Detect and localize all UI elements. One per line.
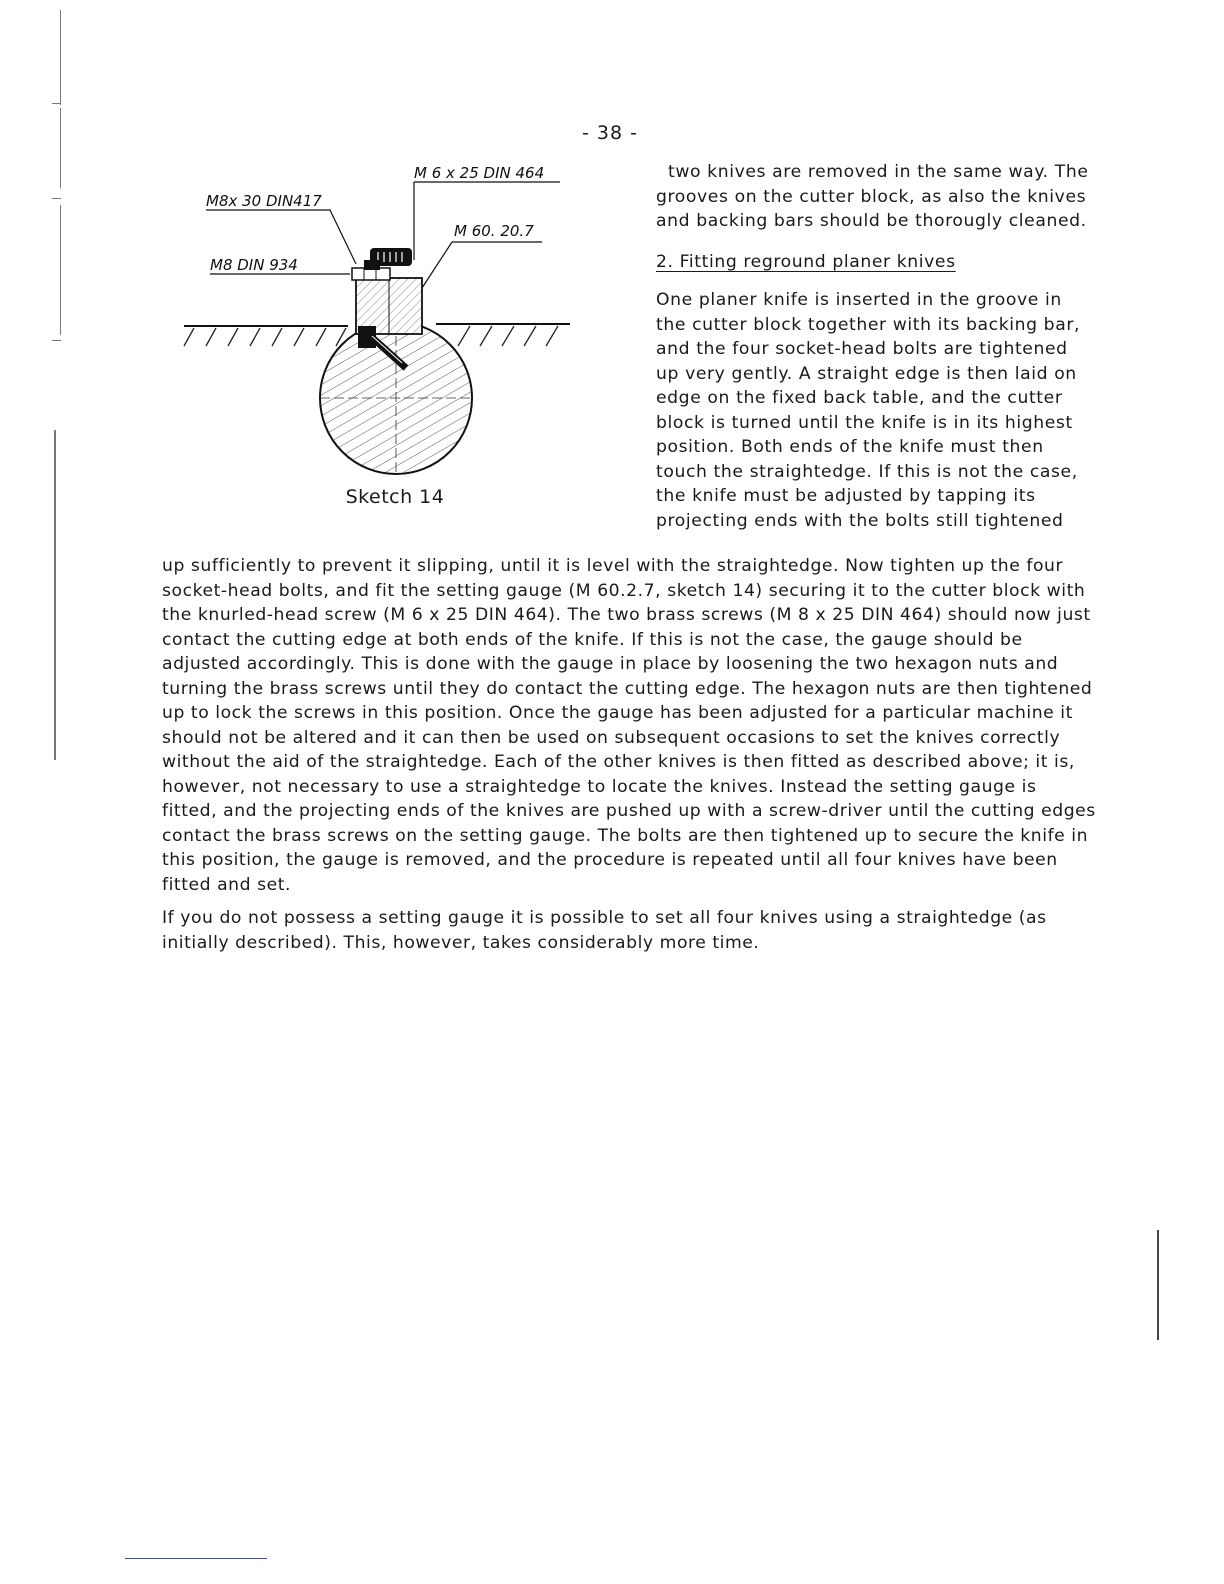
margin-line	[54, 430, 56, 760]
footer-rule	[125, 1558, 267, 1559]
margin-mark	[52, 103, 61, 104]
continuation-paragraph: up sufficiently to prevent it slipping, until it is level with the straightedge. Now tighten up the four socket-head bolts, and fit the setting gauge (M 60.2.7, sketch 14) securing it to the cutter block with the knurled-head screw (M 6 x 25 DIN 464). The two brass screws (M 8 x 25 DIN 464) should now just contact the cutting edge at both ends of the knife. If this is not the case, the gauge should be adjusted accordingly. This is done with the gauge in place by loosening the two hexagon nuts and turning the brass screws until they do contact the cutting edge. The hexagon nuts are then tightened up to lock the screws in this position. Once the gauge has been adjusted for a particular machine it should not be altered and it can then be used on subsequent occasions to set the knives correctly without the aid of the straightedge. Each of the other knives is then fitted as described above; it is, however, not necessary to use a straightedge to locate the knives. Instead the setting gauge is fitted, and the projecting ends of the knives are pushed up with a screw-driver until the cutting edges contact the brass screws on the setting gauge. The bolts are then tightened up to secure the knife in this position, the gauge is removed, and the procedure is repeated until all four knives have been fitted and set.	[162, 556, 1096, 895]
sketch-14-figure	[170, 160, 590, 490]
margin-line	[60, 10, 61, 105]
label-screw-top: M 6 x 25 DIN 464	[414, 164, 545, 182]
margin-line	[60, 205, 61, 335]
page-number: - 38 -	[582, 122, 638, 144]
label-gauge: M 60. 20.7	[454, 222, 534, 240]
front-table-hatch	[184, 328, 346, 346]
section-heading: 2. Fitting reground planer knives	[656, 251, 956, 272]
cutter-block-diagram	[170, 160, 590, 490]
right-column	[656, 160, 1096, 533]
sketch-caption: Sketch 14	[345, 486, 445, 508]
margin-line	[60, 108, 61, 188]
back-table-hatch	[458, 326, 558, 346]
label-nut: M8 DIN 934	[210, 256, 298, 274]
margin-mark	[52, 198, 61, 199]
fitting-paragraph: One planer knife is inserted in the groove in the cutter block together with its backing bar, and the four socket-head bolts are tightened up very gently. A straight edge is then laid on edge on the fixed back table, and the cutter block is turned until the knife is in its highest position. Both ends of the knife must then touch the straightedge. If this is not the case, the knife must be adjusted by tapping its projecting ends with the bolts still tightened	[656, 290, 1081, 531]
intro-paragraph: two knives are removed in the same way. The grooves on the cutter block, as also the knives and backing bars should be thorougly cleaned.	[656, 162, 1089, 231]
label-brass-screw: M8x 30 DIN417	[206, 192, 322, 210]
margin-mark	[52, 340, 61, 341]
final-paragraph: If you do not possess a setting gauge it is possible to set all four knives using a straightedge (as initially described). This, however, takes considerably more time.	[162, 908, 1047, 953]
margin-line	[1157, 1230, 1159, 1340]
